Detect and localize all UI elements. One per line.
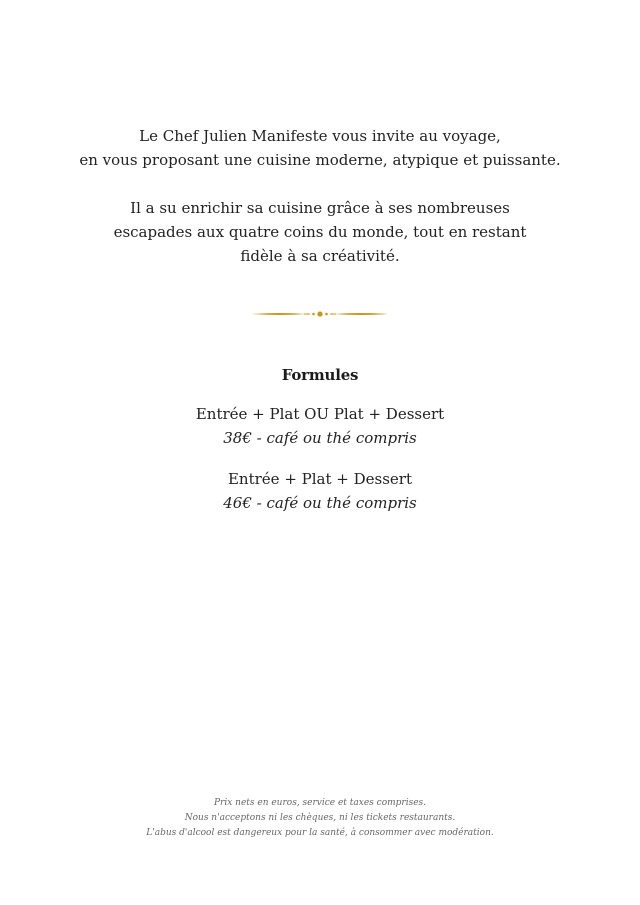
legal-footer <box>0 796 640 841</box>
formules-heading: Formules <box>281 366 359 384</box>
formule-item <box>0 402 640 450</box>
formule-price: 38€ - café ou thé compris <box>223 429 417 447</box>
intro-line-1: Le Chef Julien Manifeste vous invite au voyage, <box>139 127 501 145</box>
intro-line-2: en vous proposant une cuisine moderne, atypique et puissante. <box>79 151 561 169</box>
footer-line-3: L'abus d'alcool est dangereux pour la santé, à consommer avec modération. <box>146 828 494 838</box>
footer-line-1: Prix nets en euros, service et taxes comprises. <box>213 798 427 808</box>
intro-text <box>0 124 640 268</box>
formule-item <box>0 467 640 515</box>
footer-line-2: Nous n'acceptons ni les chèques, ni les tickets restaurants. <box>184 813 456 823</box>
formule-name: Entrée + Plat OU Plat + Dessert <box>195 405 445 423</box>
formule-price: 46€ - café ou thé compris <box>223 494 417 512</box>
decorative-divider-icon <box>250 306 390 322</box>
intro-paragraph-2: Il a su enrichir sa cuisine grâce à ses nombreuses escapades aux quatre coins du monde, tout en restant fidèle à sa créativité. <box>113 199 527 265</box>
formule-name: Entrée + Plat + Dessert <box>227 470 412 488</box>
